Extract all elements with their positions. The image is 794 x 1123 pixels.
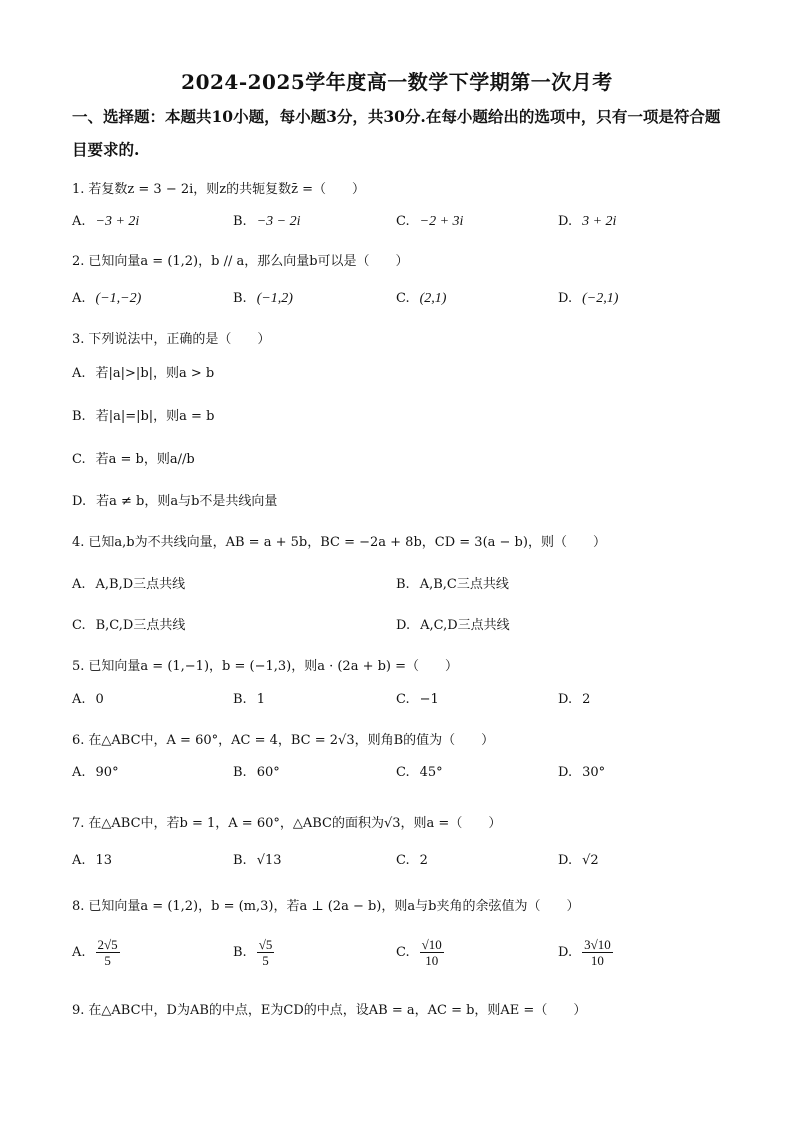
q6-option-d: D. 30° bbox=[558, 765, 606, 780]
section-heading: 一、选择题：本题共10小题，每小题3分，共30分.在每小题给出的选项中，只有一项是符合题目要求的. bbox=[72, 107, 721, 159]
q1-option-c: C. −2 + 3i bbox=[396, 214, 464, 229]
question-6 bbox=[72, 729, 732, 748]
q5-option-c: C. −1 bbox=[396, 692, 439, 707]
q8-option-c: C. $\frac{√10}{10}$ bbox=[396, 937, 442, 968]
q3-option-a: A. 若|a|>|b|，则a > b bbox=[72, 366, 215, 381]
q5-option-a: A. 0 bbox=[72, 692, 104, 707]
question-number: 9. bbox=[72, 1003, 85, 1018]
question-3 bbox=[72, 328, 732, 347]
question-number: 3. bbox=[72, 332, 85, 347]
question-7 bbox=[72, 812, 732, 831]
question-9 bbox=[72, 999, 732, 1018]
question-text: 已知向量a = (1,2)，b = (m,3)，若a ⊥ (2a − b)，则a与b夹角的余弦值为（ ） bbox=[88, 899, 580, 914]
question-4 bbox=[72, 531, 732, 550]
question-text: 已知a,b为不共线向量，AB = a + 5b，BC = −2a + 8b，CD = 3(a − b)，则（ ） bbox=[88, 535, 606, 550]
q6-option-b: B. 60° bbox=[233, 765, 280, 780]
q4-option-a: A. A,B,D三点共线 bbox=[72, 577, 186, 592]
q6-option-a: A. 90° bbox=[72, 765, 119, 780]
q4-option-d: D. A,C,D三点共线 bbox=[396, 618, 510, 633]
question-text: 在△ABC中，D为AB的中点，E为CD的中点，设AB = a，AC = b，则AE =（ ） bbox=[88, 1003, 587, 1018]
question-2 bbox=[72, 250, 732, 269]
q5-option-b: B. 1 bbox=[233, 692, 265, 707]
question-text: 下列说法中，正确的是（ ） bbox=[88, 332, 271, 347]
question-1 bbox=[72, 178, 732, 197]
page-title: 2024-2025学年度高一数学下学期第一次月考 bbox=[181, 70, 613, 94]
question-text: 已知向量a = (1,2)，b // a，那么向量b可以是（ ） bbox=[88, 254, 409, 269]
q4-option-c: C. B,C,D三点共线 bbox=[72, 618, 186, 633]
q1-option-d: D. 3 + 2i bbox=[558, 214, 617, 229]
q2-option-b: B. (−1,2) bbox=[233, 291, 293, 306]
q7-option-d: D. √2 bbox=[558, 853, 599, 868]
question-number: 7. bbox=[72, 816, 85, 831]
q2-option-a: A. (−1,−2) bbox=[72, 291, 142, 306]
question-number: 1. bbox=[72, 182, 85, 197]
q6-option-c: C. 45° bbox=[396, 765, 443, 780]
q5-option-d: D. 2 bbox=[558, 692, 591, 707]
q1-option-a: A. −3 + 2i bbox=[72, 214, 140, 229]
question-number: 8. bbox=[72, 899, 85, 914]
q2-option-c: C. (2,1) bbox=[396, 291, 447, 306]
q4-option-b: B. A,B,C三点共线 bbox=[396, 577, 509, 592]
question-text: 若复数z = 3 − 2i，则z的共轭复数z̄ =（ ） bbox=[88, 182, 365, 197]
question-number: 4. bbox=[72, 535, 85, 550]
q8-option-b: B. $\frac{√5}{5}$ bbox=[233, 937, 273, 968]
q8-option-a: A. $\frac{2√5}{5}$ bbox=[72, 937, 118, 968]
question-number: 2. bbox=[72, 254, 85, 269]
question-text: 已知向量a = (1,−1)，b = (−1,3)，则a · (2a + b) =（ ） bbox=[88, 659, 459, 674]
q3-option-c: C. 若a = b，则a//b bbox=[72, 452, 195, 467]
q1-option-b: B. −3 − 2i bbox=[233, 214, 301, 229]
q7-option-b: B. √13 bbox=[233, 853, 282, 868]
q7-option-c: C. 2 bbox=[396, 853, 428, 868]
question-5 bbox=[72, 655, 732, 674]
q7-option-a: A. 13 bbox=[72, 853, 113, 868]
q8-option-d: D. $\frac{3√10}{10}$ bbox=[558, 937, 611, 968]
question-number: 5. bbox=[72, 659, 85, 674]
question-8 bbox=[72, 895, 732, 914]
q3-option-d: D. 若a ≠ b，则a与b不是共线向量 bbox=[72, 494, 278, 509]
q2-option-d: D. (−2,1) bbox=[558, 291, 619, 306]
question-text: 在△ABC中，A = 60°，AC = 4，BC = 2√3，则角B的值为（ ） bbox=[88, 733, 495, 748]
question-text: 在△ABC中，若b = 1，A = 60°，△ABC的面积为√3，则a =（ ） bbox=[88, 816, 502, 831]
question-number: 6. bbox=[72, 733, 85, 748]
q3-option-b: B. 若|a|=|b|，则a = b bbox=[72, 409, 215, 424]
